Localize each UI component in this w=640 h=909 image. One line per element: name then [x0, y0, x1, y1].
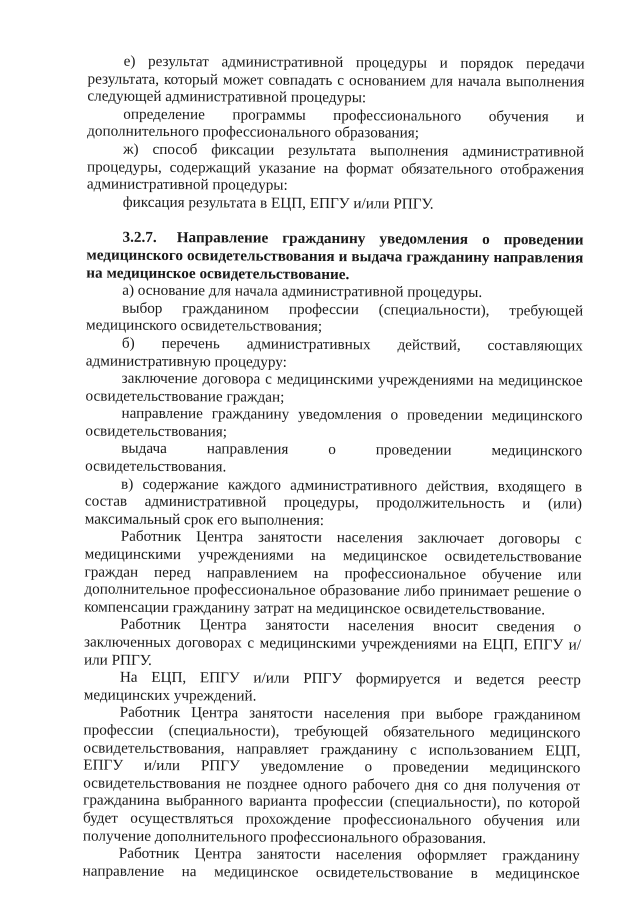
paragraph-b-actions-list: б) перечень административных действий, составляющих административную процедуру: [85, 334, 583, 371]
paragraph-notification-procedure: Работник Центра занятости населения при выборе гражданином профессии (специальности), требующей обязательного медицинского освидетельствования, направляет гражданину с использованием ЕЦП, ЕПГУ и/или РПГУ уведомление о проведении медицинского освидетельствования не позднее одного рабочего дня со дня получения от гражданина выбранного варианта профессии (специальности), по которой будет осуществляться прохождение профессионального обучения или получение дополнительного профессионального образования. [82, 704, 581, 847]
section-title: Направление гражданину уведомления о проведении медицинского освидетельствования и выдача гражданину направления на медицинское освидетельствование. [86, 229, 584, 283]
paragraph-notification: направление гражданину уведомления о проведении медицинского освидетельствования; [85, 405, 583, 441]
paragraph-referral-issuance: выдача направления о проведении медицинского освидетельствования. [85, 440, 583, 476]
section-heading [86, 229, 583, 285]
paragraph-program-definition: определение программы профессионального обучения и дополнительного профессионального образования; [87, 105, 585, 142]
paragraph-e-result: е) результат административной процедуры и порядок передачи результата, который может совпадать с основанием для начала выполнения следующей административной процедуры: [87, 52, 585, 107]
paragraph-contracts-info: Работник Центра занятости населения вносит сведения о заключенных договорах с медицинскими учреждениями на ЕЦП, ЕПГУ и/или РПГУ. [83, 616, 582, 669]
paragraph-contract-conclusion: заключение договора с медицинскими учреждениями на медицинское освидетельствование граждан; [85, 369, 583, 406]
paragraph-referral-procedure: Работник Центра занятости населения оформляет гражданину направление на медицинское освидетельствование в медицинское [82, 844, 580, 883]
paragraph-contracts-employee: Работник Центра занятости населения заключает договоры с медицинскими учреждениями на медицинское освидетельствование граждан перед направлением на профессиональное обучение или дополнительное профессиональное образование либо принимает решение о компенсации гражданину затрат на медицинское освидетельствование. [84, 528, 582, 619]
section-number: 3.2.7. [122, 229, 157, 247]
paragraph-v-content: в) содержание каждого административного действия, входящего в состав административной процедуры, продолжительность и (или) максимальный срок его выполнения: [84, 475, 583, 529]
paragraph-registry: На ЕЦП, ЕПГУ и/или РПГУ формируется и ведется реестр медицинских учреждений. [83, 668, 581, 705]
paragraph-fixation-result: фиксация результата в ЕЦП, ЕПГУ и/или РПГУ. [122, 193, 434, 213]
paragraph-profession-choice: выбор гражданином профессии (специальности), требующей медицинского освидетельствования; [85, 299, 584, 336]
paragraph-a-basis: а) основание для начала административной процедуры. [122, 281, 483, 302]
paragraph-zh-fixation-method: ж) способ фиксации результата выполнения административной процедуры, содержащий указание на формат обязательного отображения административной процедуры: [86, 140, 585, 194]
